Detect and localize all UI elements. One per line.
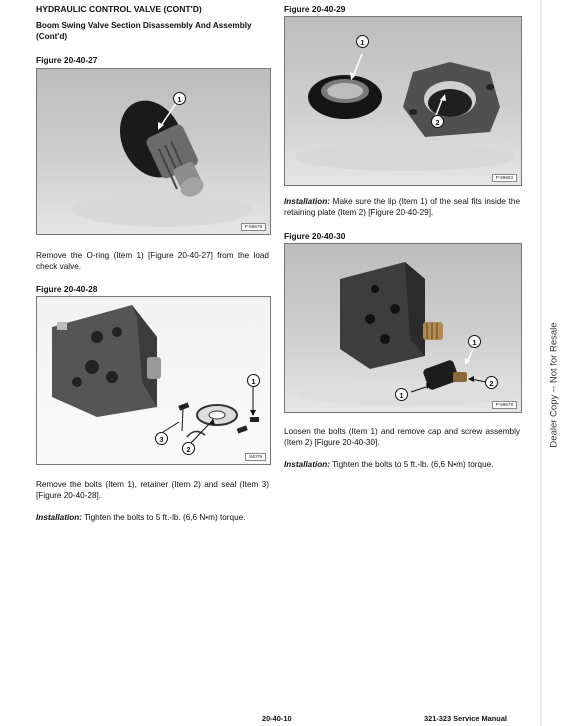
installation-label-1: Installation: (36, 513, 82, 522)
load-check-valve-drawing (37, 69, 270, 234)
seal-and-retaining-plate-drawing (285, 17, 521, 185)
figure-28-code: 84079 (245, 453, 266, 461)
installation-text-3: Tighten the bolts to 5 ft.-lb. (6,6 N•m) torque. (329, 460, 494, 469)
figure-27-callout-1: 1 (173, 92, 186, 105)
page-edge-rule (540, 0, 542, 726)
figure-27-label: Figure 20-40-27 (36, 55, 98, 65)
installation-label-3: Installation: (284, 460, 330, 469)
figure-30-callout-1-lower: 1 (395, 388, 408, 401)
dealer-watermark (545, 300, 563, 470)
cap-and-screw-assembly-drawing (285, 244, 521, 412)
figure-30-callout-1: 1 (468, 335, 481, 348)
figure-30-photo (284, 243, 522, 413)
section-subtitle: Boom Swing Valve Section Disassembly And Assembly (Cont'd) (36, 21, 252, 41)
valve-section-drawing (37, 297, 270, 464)
manual-title: 321-323 Service Manual (424, 714, 507, 723)
figure-28-callout-1: 1 (247, 374, 260, 387)
figure-29-callout-1: 1 (356, 35, 369, 48)
figure-29-callout-2: 2 (431, 115, 444, 128)
installation-text-2: Make sure the lip (Item 1) of the seal fits inside the retaining plate (Item 2) [Figure 20-40-29]. (284, 197, 520, 217)
section-title: HYDRAULIC CONTROL VALVE (CONT'D) (36, 4, 202, 14)
figure-29-photo (284, 16, 522, 186)
figure-30-code: P-59678 (492, 401, 517, 409)
figure-30-label: Figure 20-40-30 (284, 231, 346, 241)
figure-28-label: Figure 20-40-28 (36, 284, 98, 294)
figure-27-code: P-59676 (241, 223, 266, 231)
installation-note-2 (284, 197, 520, 218)
page-number: 20-40-10 (262, 714, 292, 723)
dealer-watermark-text: Dealer Copy -- Not for Resale (548, 322, 560, 448)
figure-28-callout-3: 3 (155, 432, 168, 445)
loosen-bolts-text: Loosen the bolts (Item 1) and remove cap and screw assembly (Item 2) [Figure 20-40-30]. (284, 427, 520, 447)
figure-29-label: Figure 20-40-29 (284, 4, 346, 14)
figure-30-callout-2: 2 (485, 376, 498, 389)
figure-28-photo (36, 296, 271, 465)
installation-note-1 (36, 513, 269, 524)
figure-27-photo (36, 68, 271, 235)
installation-note-3 (284, 460, 520, 471)
installation-label-2: Installation: (284, 197, 330, 206)
remove-bolts-text: Remove the bolts (Item 1), retainer (Item 2) and seal (Item 3) [Figure 20-40-28]. (36, 480, 269, 500)
figure-29-code: P-59663 (492, 174, 517, 182)
remove-oring-text: Remove the O-ring (Item 1) [Figure 20-40-27] from the load check valve. (36, 251, 269, 271)
figure-28-callout-2: 2 (182, 442, 195, 455)
installation-text-1: Tighten the bolts to 5 ft.-lb. (6,6 N•m) torque. (81, 513, 246, 522)
